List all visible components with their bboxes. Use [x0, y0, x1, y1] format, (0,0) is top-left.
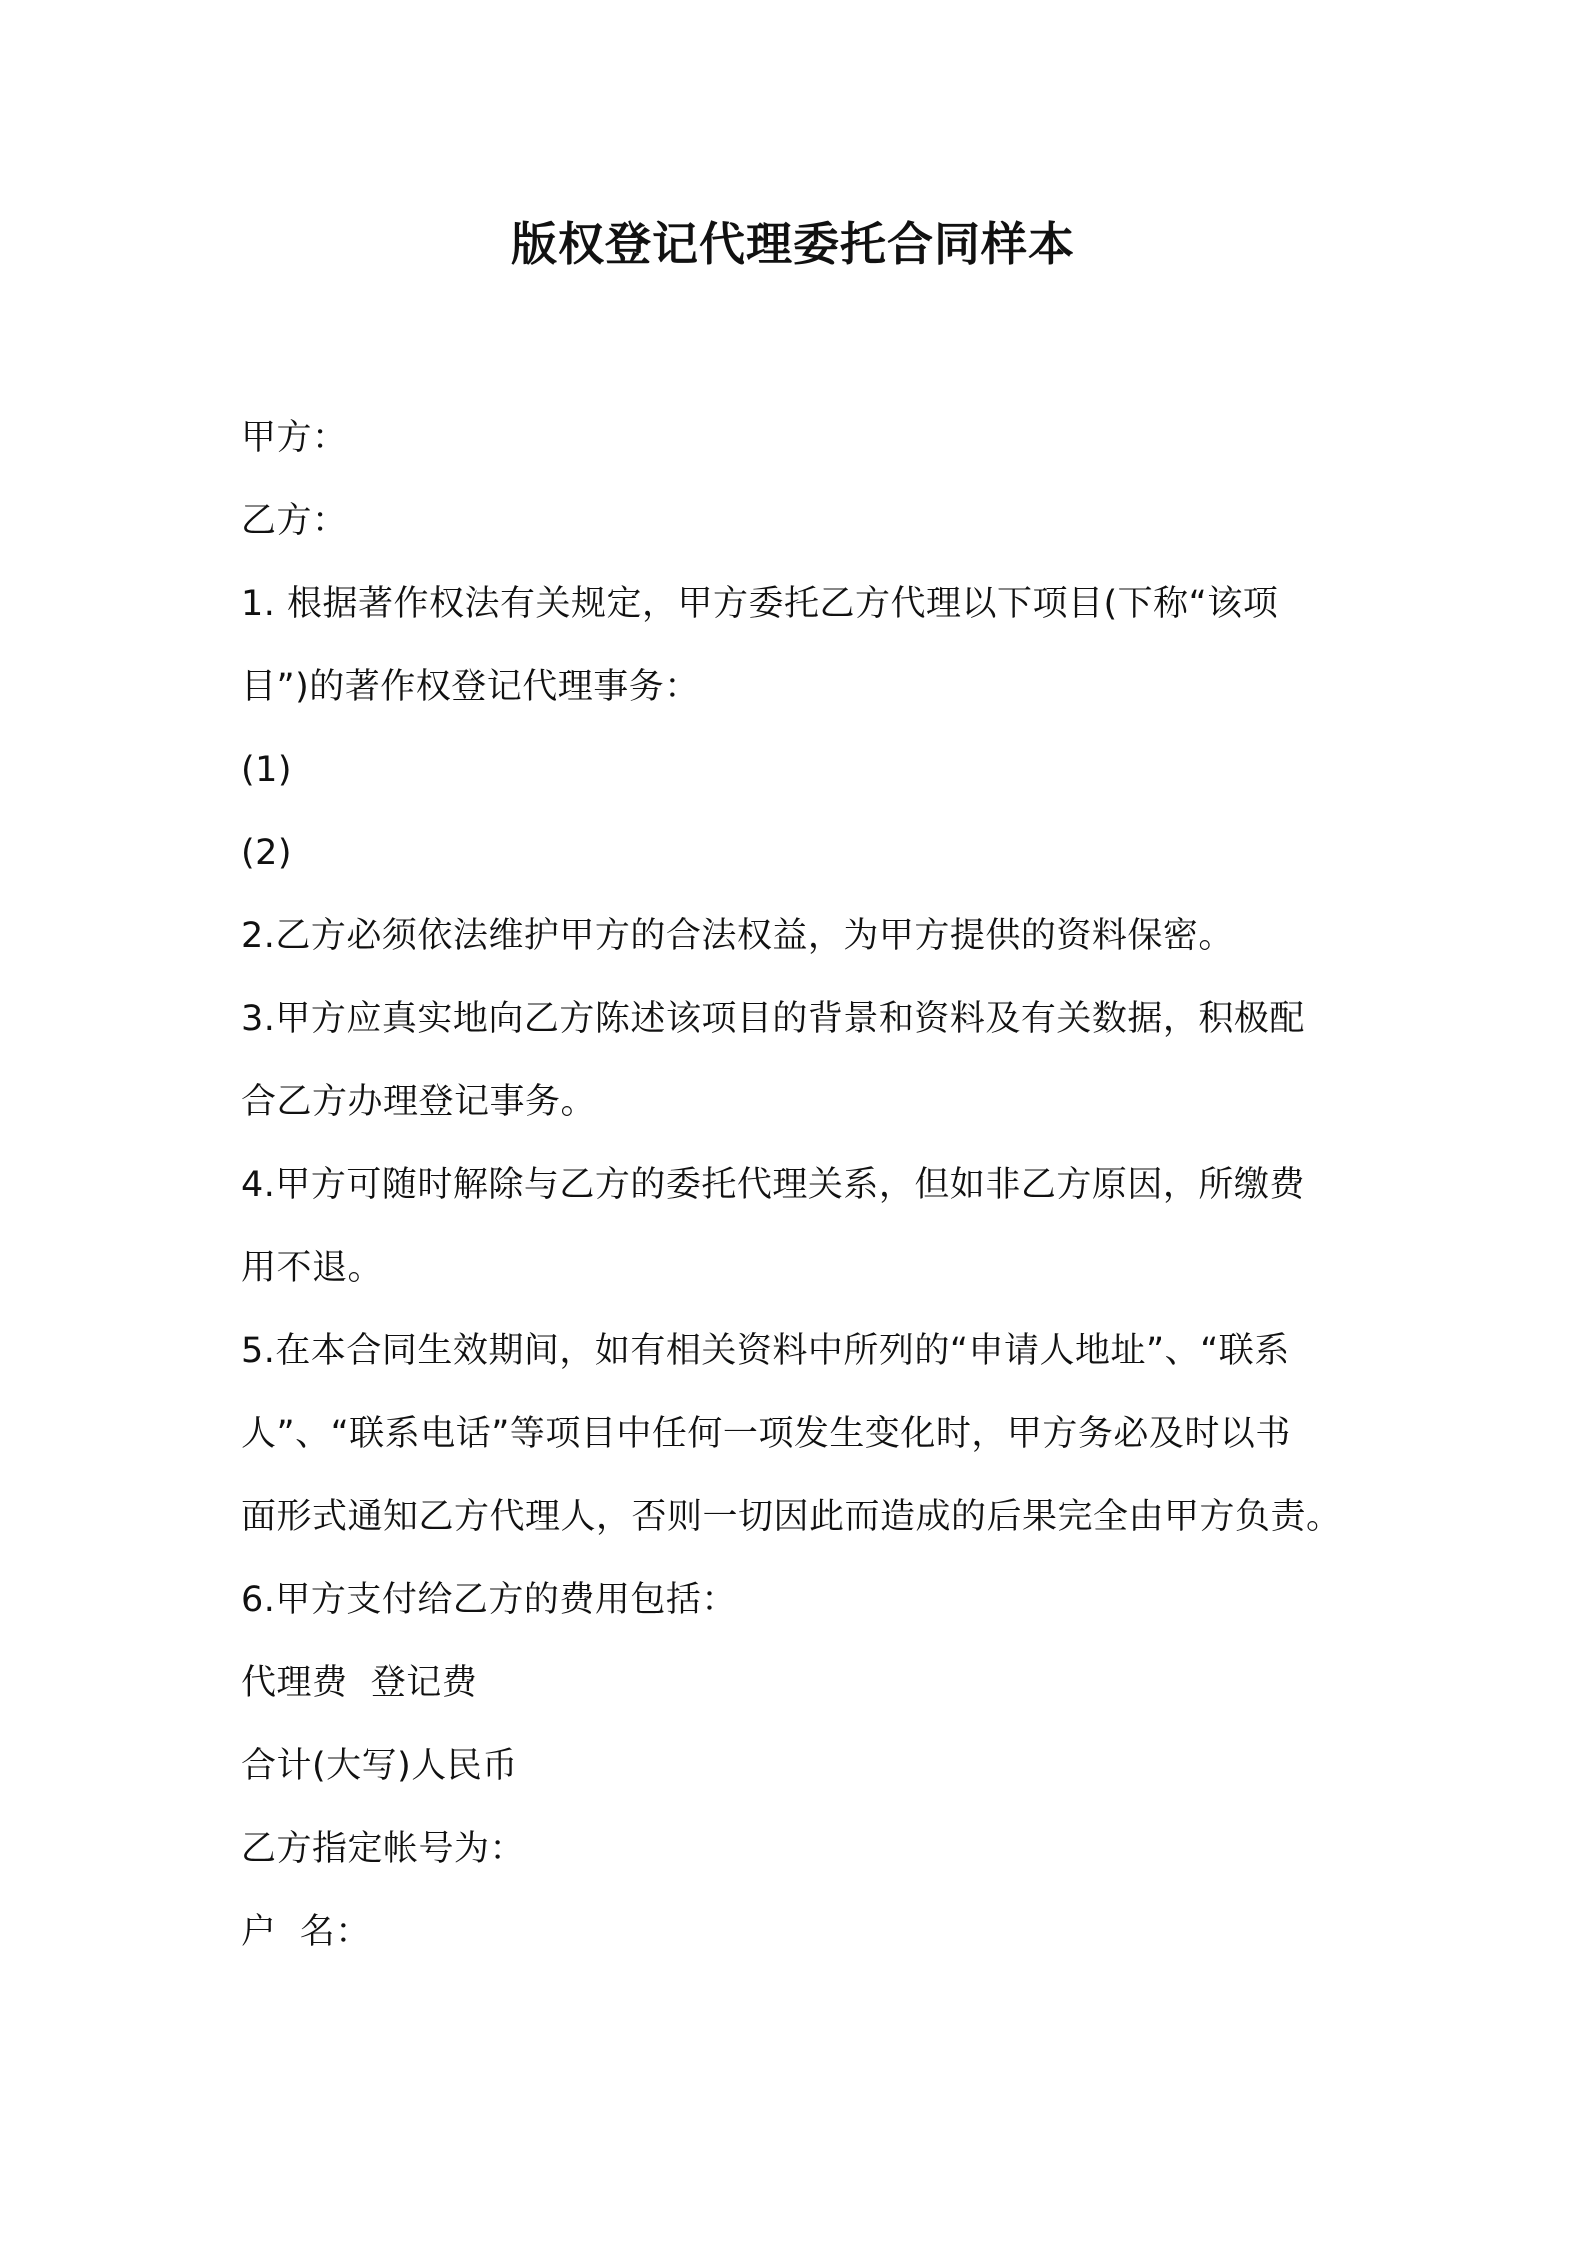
clause-1-line-1: 1. 根据著作权法有关规定，甲方委托乙方代理以下项目(下称“该项: [241, 584, 1279, 624]
clause-6-line: 6.甲方支付给乙方的费用包括：: [241, 1580, 737, 1620]
clause-5-line-2: 人”、“联系电话”等项目中任何一项发生变化时，甲方务必及时以书: [241, 1414, 1291, 1454]
clause-1-line-2: 目”)的著作权登记代理事务：: [241, 667, 700, 707]
item-2-line: (2): [241, 833, 293, 873]
clause-4-line-1: 4.甲方可随时解除与乙方的委托代理关系，但如非乙方原因，所缴费: [241, 1165, 1305, 1205]
account-name-line: 户 名：: [241, 1912, 371, 1952]
clause-2-line: 2.乙方必须依法维护甲方的合法权益，为甲方提供的资料保密。: [241, 916, 1234, 956]
account-line: 乙方指定帐号为：: [241, 1829, 526, 1869]
document-title: 版权登记代理委托合同样本: [511, 217, 1075, 271]
clause-3-line-2: 合乙方办理登记事务。: [241, 1082, 597, 1122]
party-a-line: 甲方：: [241, 418, 348, 458]
total-amount-line: 合计(大写)人民币: [241, 1746, 518, 1786]
clause-3-line-1: 3.甲方应真实地向乙方陈述该项目的背景和资料及有关数据，积极配: [241, 999, 1305, 1039]
clause-4-line-2: 用不退。: [241, 1248, 384, 1288]
clause-5-line-1: 5.在本合同生效期间，如有相关资料中所列的“申请人地址”、“联系: [241, 1331, 1290, 1371]
clause-5-line-3: 面形式通知乙方代理人，否则一切因此而造成的后果完全由甲方负责。: [241, 1497, 1342, 1537]
party-b-line: 乙方：: [241, 501, 348, 541]
item-1-line: (1): [241, 750, 293, 790]
fee-items-line: 代理费 登记费: [241, 1663, 478, 1703]
